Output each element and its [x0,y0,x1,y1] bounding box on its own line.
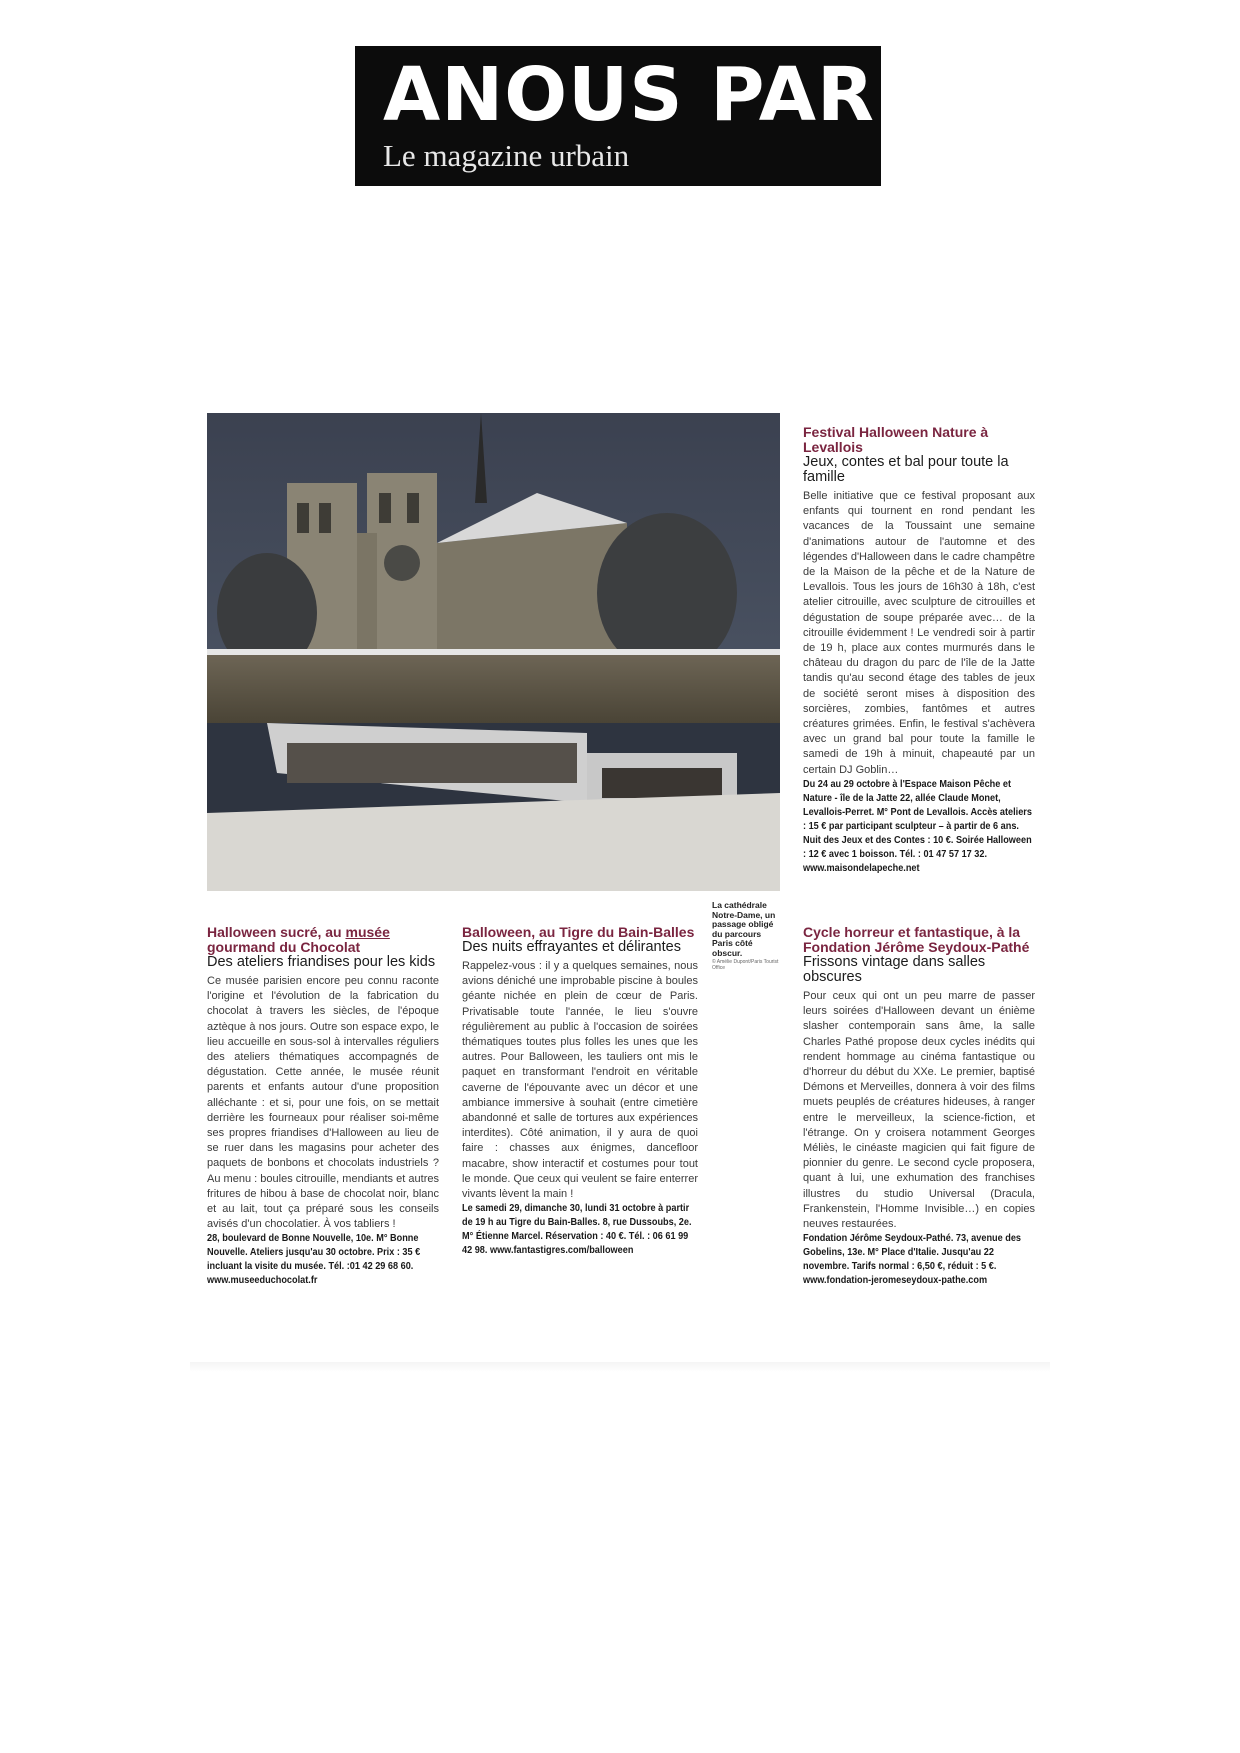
article-subhead: Jeux, contes et bal pour toute la famille [803,454,1009,485]
magazine-subtitle: Le magazine urbain [383,138,630,173]
article-practical-info: Fondation Jérôme Seydoux-Pathé. 73, avenue des Gobelins, 13e. M° Place d'Italie. Jusqu'au 22 novembre. Tarifs normal : 6,50 €, réduit : 5 €. www.fondation-jeromeseydoux-pathe.com [803,1233,1021,1287]
article-body: Ce musée parisien encore peu connu raconte l'origine et l'évolution de la fabrication du chocolat à travers les siècles, de l'époque aztèque à nos jours. Outre son espace expo, le lieu accueille en sous-sol à intervalles réguliers des ateliers thématiques accompagnés de dégustation. Cette année, le musée réunit parents et enfants autour d'une proposition alléchante : et si, pour une fois, on se mettait derrière les fourneaux pour réaliser soi-même ses propres friandises d'Halloween au lieu de se ruer dans les magasins pour acheter des paquets de bonbons et chocolats industriels ? Au menu : boules citrouille, mendiants et autres fritures de hibou à base de chocolat noir, blanc et au lait, tout ça préparé sous les conseils avisés d'un chocolatier. À vos tabliers ! [207,975,439,1231]
article-subhead: Des ateliers friandises pour les kids [207,954,436,970]
article-balloween [462,925,698,1258]
article-subhead: Frissons vintage dans salles obscures [803,954,986,985]
article-pathe [803,925,1035,1288]
article-kicker: Halloween sucré, au musée gourmand du Chocolat [207,924,390,955]
photo-caption-text: La cathédrale Notre-Dame, un passage obligé du parcours Paris côté obscur. [712,900,776,958]
article-practical-info: Le samedi 29, dimanche 30, lundi 31 octobre à partir de 19 h au Tigre du Bain-Balles. 8, rue Dussoubs, 2e. M° Étienne Marcel. Réservation : 40 €. Tél. : 06 61 99 42 98. www.fantastigres.com/balloween [462,1203,692,1257]
photo-credit: © Amélie Dupont/Paris Tourist Office [712,959,779,971]
article-body: Rappelez-vous : il y a quelques semaines, nous avions déniché une improbable piscine à boules géante nichée en plein de cœur de Paris. Privatisable toute l'année, le lieu s'ouvre régulièrement au public à l'occasion de soirées thématiques toutes plus folles les unes que les autres. Pour Balloween, les tauliers ont mis le paquet en transformant l'endroit en véritable caverne de l'épouvante avec un décor et une ambiance immersive à souhait (entre cimetière abandonné et salle de tortures aux expériences interdites). Côté animation, il y aura de quoi faire : chasses aux énigmes, dancefloor macabre, show interactif et costumes pour tout le monde. Que ceux qui veulent se faire enterrer vivants lèvent la main ! [462,960,698,1201]
article-chocolat [207,925,439,1288]
page-scan-edge [190,1362,1050,1372]
article-body: Belle initiative que ce festival proposant aux enfants qui tournent en rond pendant les vacances de la Toussaint une semaine d'animations autour de l'automne et des légendes d'Halloween dans le cadre champêtre de la Maison de la pêche et de la Nature de Levallois. Tous les jours de 16h30 à 18h, c'est atelier citrouille, avec sculpture de citrouilles et dégustation de soupe préparée avec… de la citrouille évidemment ! Le vendredi soir à partir de 19 h, place aux contes murmurés dans le château du dragon du parc de l'île de la Jatte tandis qu'au second étage des tables de jeux de société seront mises à disposition des sorcières, zombies, fantômes et autres créatures grimées. Enfin, le festival s'achèvera avec un grand bal pour toute la famille le samedi de 19h à minuit, chapeauté par un certain DJ Goblin… [803,490,1035,776]
article-subhead: Des nuits effrayantes et délirantes [462,939,681,955]
article-practical-info: 28, boulevard de Bonne Nouvelle, 10e. M° Bonne Nouvelle. Ateliers jusqu'au 30 octobre. Prix : 35 € incluant la visite du musée. Tél. :01 42 29 68 60. www.museeduchocolat.fr [207,1233,421,1287]
masthead-logo [355,46,958,186]
article-practical-info: Du 24 au 29 octobre à l'Espace Maison Pêche et Nature - île de la Jatte 22, allée Claude Monet, Levallois-Perret. M° Pont de Levallois. Accès ateliers : 15 € par participant sculpteur – à partir de 6 ans. Nuit des Jeux et des Contes : 10 €. Soirée Halloween : 12 € avec 1 boisson. Tél. : 01 47 57 17 32. www.maisondelapeche.net [803,778,1032,874]
article-kicker: Cycle horreur et fantastique, à la Fondation Jérôme Seydoux-Pathé [803,924,1030,955]
notre-dame-photo [207,413,780,891]
magazine-title: ANOUS PARIS [383,52,958,138]
article-body: Pour ceux qui ont un peu marre de passer leurs soirées d'Halloween devant un énième slasher contemporain sans âme, la salle Charles Pathé propose deux cycles inédits qui rendent hommage au cinéma fantastique ou d'horreur du début du XXe. Le premier, baptisé Démons et Merveilles, donnera à voir des films muets peuplés de créatures hideuses, à ranger entre le merveilleux, la science-fiction, et l'étrange. On y croisera notamment Georges Méliès, le cinéaste magicien qui fait figure de pionnier du genre. Le second cycle proposera, quant à lui, une exhumation des franchises illustres du studio Universal (Dracula, Frankenstein, l'Homme Invisible…) en copies neuves restaurées. [803,990,1035,1231]
article-levallois [803,425,1035,876]
article-kicker: Festival Halloween Nature à Levallois [803,424,989,455]
photo-caption [712,901,782,971]
article-kicker: Balloween, au Tigre du Bain-Balles [462,924,695,940]
